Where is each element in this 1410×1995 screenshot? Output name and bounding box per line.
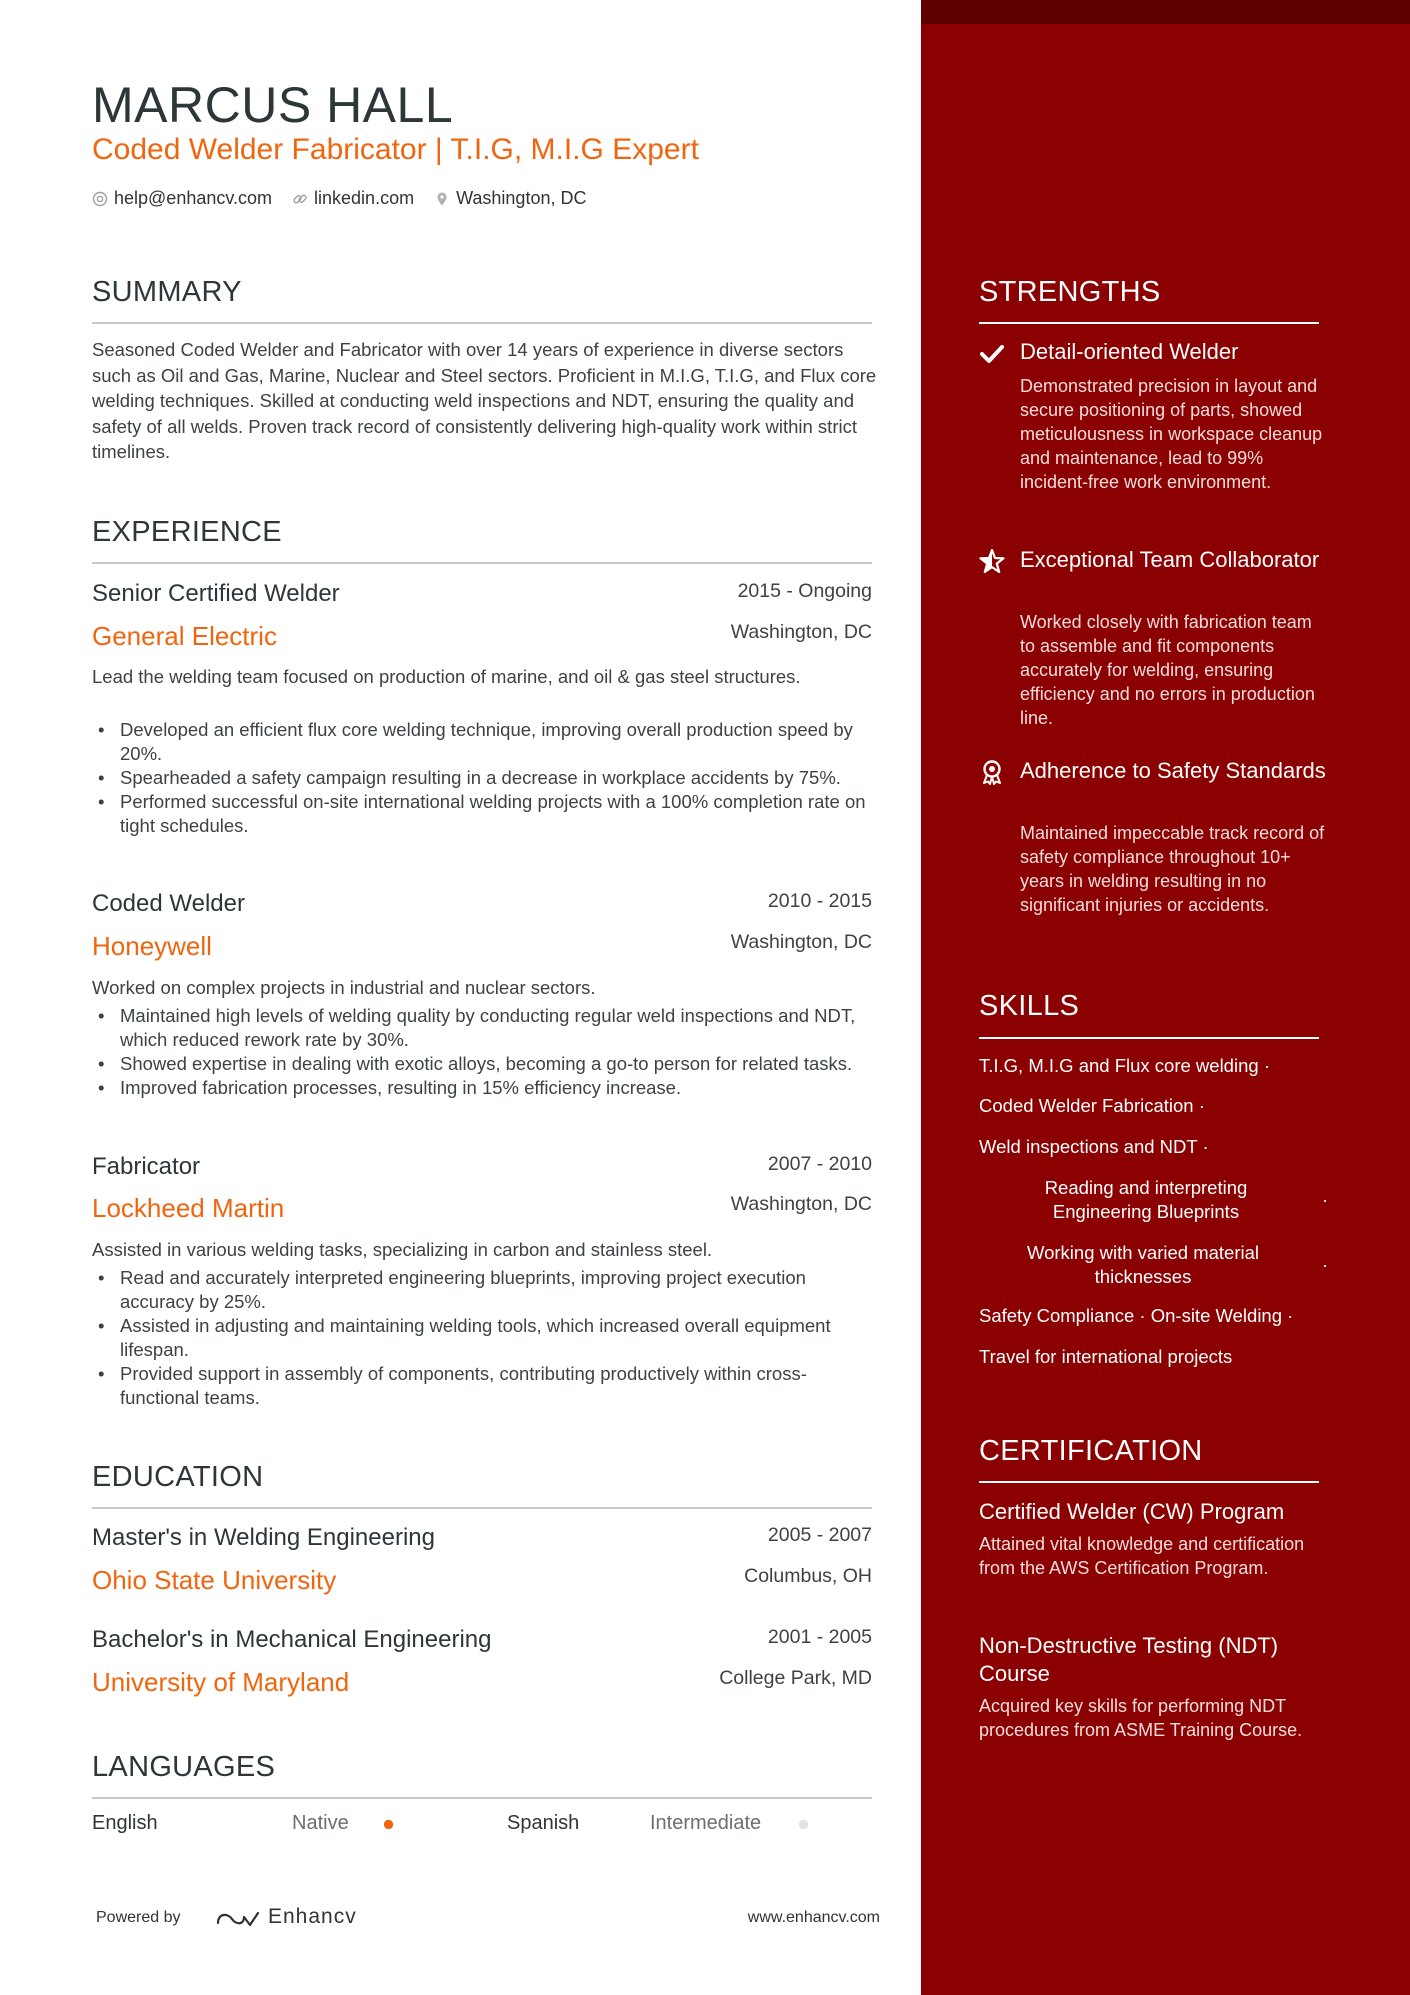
edu-school: University of Maryland — [92, 1667, 350, 1697]
footer — [96, 1905, 880, 1935]
skills-heading: SKILLS — [979, 990, 1080, 1022]
skill-separator: · — [1139, 1305, 1146, 1326]
job-bullet: • Read and accurately interpreted engineering blueprints, improving project execution accuracy by 25%. — [92, 1266, 882, 1314]
cert-title: Non-Destructive Testing (NDT) Course — [979, 1633, 1279, 1686]
job-role: Senior Certified Welder — [92, 580, 340, 607]
footer-url[interactable]: www.enhancv.com — [747, 1909, 880, 1926]
job-role: Coded Welder — [92, 890, 245, 917]
skill-label: On-site Welding — [1150, 1305, 1283, 1326]
job-dates: 2010 - 2015 — [767, 890, 872, 912]
skill-tag — [979, 1304, 1293, 1328]
language-level: Native — [292, 1812, 349, 1834]
strength-description: Worked closely with fabrication team to assemble and fit components accurately for welding, ensuring efficiency and no errors in production line. — [1020, 612, 1315, 728]
email-text: help@enhancv.com — [114, 188, 273, 208]
rating-dot-filled — [384, 1820, 393, 1829]
skill-label: Reading and interpreting Engineering Blueprints — [1044, 1177, 1248, 1222]
skill-separator: · — [1322, 1254, 1329, 1275]
linkedin-text: linkedin.com — [314, 188, 415, 208]
job-bullet: • Spearheaded a safety campaign resulting in a decrease in workplace accidents by 75%. — [92, 766, 882, 790]
rating-dot-empty — [799, 1820, 808, 1829]
languages-row — [92, 1812, 872, 1842]
strength-title: Adherence to Safety Standards — [1020, 758, 1326, 783]
skill-tag — [979, 1054, 1270, 1078]
job-bullet: • Developed an efficient flux core welding technique, improving overall production speed by 20%. — [92, 718, 882, 766]
edu-location: College Park, MD — [719, 1667, 872, 1689]
skill-separator: · — [1322, 1189, 1329, 1210]
job-location: Washington, DC — [730, 931, 872, 953]
language-level: Intermediate — [650, 1812, 762, 1834]
skill-separator: · — [1198, 1095, 1205, 1116]
job-description: Lead the welding team focused on production of marine, and oil & gas steel structures. — [92, 666, 801, 687]
star-icon — [979, 548, 1005, 574]
candidate-name: MARCUS HALL — [92, 77, 454, 133]
job-role: Fabricator — [92, 1153, 201, 1180]
edu-location: Columbus, OH — [744, 1565, 872, 1587]
job-bullet: • Assisted in adjusting and maintaining welding tools, which increased overall equipment lifespan. — [92, 1314, 882, 1362]
edu-dates: 2001 - 2005 — [767, 1626, 872, 1648]
job-bullet: • Provided support in assembly of components, contributing productively within cross-functional teams. — [92, 1362, 882, 1410]
job-dates: 2015 - Ongoing — [737, 580, 872, 602]
strength-title: Exceptional Team Collaborator — [1020, 547, 1320, 572]
checkmark-icon — [979, 341, 1005, 367]
summary-heading: SUMMARY — [92, 276, 242, 308]
contact-email[interactable] — [92, 188, 272, 209]
language-name: Spanish — [507, 1812, 580, 1834]
edu-degree: Master's in Welding Engineering — [92, 1524, 435, 1551]
edu-dates: 2005 - 2007 — [767, 1524, 872, 1546]
award-ribbon-icon — [979, 759, 1005, 785]
job-location: Washington, DC — [730, 621, 872, 643]
job-company: Lockheed Martin — [92, 1193, 285, 1223]
skill-label: Travel for international projects — [979, 1346, 1233, 1367]
job-bullets — [92, 718, 882, 838]
job-bullet: • Improved fabrication processes, resulting in 15% efficiency increase. — [92, 1076, 882, 1100]
location-text: Washington, DC — [456, 188, 587, 208]
sidebar — [921, 0, 1410, 1995]
languages-heading: LANGUAGES — [92, 1751, 276, 1783]
skill-tag — [979, 1094, 1205, 1118]
education-heading: EDUCATION — [92, 1461, 264, 1493]
skill-label: Safety Compliance — [979, 1305, 1135, 1326]
job-bullet: • Maintained high levels of welding quality by conducting regular weld inspections and NDT, which reduced rework rate by 30%. — [92, 1004, 882, 1052]
job-bullet: • Performed successful on-site international welding projects with a 100% completion rate on tight schedules. — [92, 790, 882, 838]
languages-divider — [92, 1797, 872, 1799]
job-description: Worked on complex projects in industrial and nuclear sectors. — [92, 977, 596, 998]
edu-school: Ohio State University — [92, 1565, 337, 1595]
skill-separator: · — [1202, 1136, 1209, 1157]
contact-bar — [92, 188, 586, 209]
job-dates: 2007 - 2010 — [767, 1153, 872, 1175]
skill-label: Coded Welder Fabrication — [979, 1095, 1194, 1116]
strengths-divider — [979, 322, 1319, 324]
job-bullets — [92, 1266, 882, 1410]
strength-description: Demonstrated precision in layout and secure positioning of parts, showed meticulousness in workspace cleanup and maintenance, lead to 99% incident-free work environment. — [1020, 376, 1323, 492]
education-divider — [92, 1507, 872, 1509]
location-pin-icon — [434, 191, 450, 207]
skill-label: Weld inspections and NDT — [979, 1136, 1198, 1157]
strengths-heading: STRENGTHS — [979, 276, 1161, 308]
language-name: English — [92, 1812, 158, 1834]
strength-description: Maintained impeccable track record of safety compliance throughout 10+ years in welding resulting in no significant injuries or accidents. — [1020, 823, 1325, 915]
powered-by-text: Powered by — [96, 1909, 181, 1926]
certification-heading: CERTIFICATION — [979, 1435, 1203, 1467]
enhancv-brand-text: Enhancv — [268, 1905, 357, 1928]
job-description: Assisted in various welding tasks, specializing in carbon and stainless steel. — [92, 1239, 713, 1260]
summary-divider — [92, 322, 872, 324]
sidebar-top-band — [921, 0, 1410, 24]
skills-divider — [979, 1037, 1319, 1039]
job-bullet: • Showed expertise in dealing with exotic alloys, becoming a go-to person for related tasks. — [92, 1052, 882, 1076]
skill-separator: · — [1263, 1055, 1270, 1076]
certification-divider — [979, 1481, 1319, 1483]
experience-heading: EXPERIENCE — [92, 516, 282, 548]
cert-description: Attained vital knowledge and certification from the AWS Certification Program. — [979, 1534, 1305, 1578]
contact-location — [434, 188, 586, 209]
edu-degree: Bachelor's in Mechanical Engineering — [92, 1626, 492, 1653]
experience-divider — [92, 562, 872, 564]
job-bullets — [92, 1004, 882, 1100]
link-icon — [292, 191, 308, 207]
cert-title: Certified Welder (CW) Program — [979, 1499, 1285, 1524]
skill-tag — [979, 1135, 1209, 1159]
candidate-headline: Coded Welder Fabricator | T.I.G, M.I.G Expert — [92, 133, 699, 166]
contact-linkedin[interactable] — [292, 188, 414, 209]
at-icon — [92, 191, 108, 207]
skill-separator: · — [1287, 1305, 1294, 1326]
summary-text: Seasoned Coded Welder and Fabricator with over 14 years of experience in diverse sectors such as Oil and Gas, Marine, Nuclear and Steel sectors. Proficient in M.I.G, T.I.G, and Flux core welding techniques. Skilled at conducting weld inspections and NDT, ensuring the quality and safety of all welds. Proven track record of consistently delivering high-quality work within strict timelines. — [92, 339, 877, 462]
cert-description: Acquired key skills for performing NDT procedures from ASME Training Course. — [979, 1696, 1303, 1740]
strength-title: Detail-oriented Welder — [1020, 339, 1239, 364]
enhancv-logo-icon — [214, 1907, 262, 1931]
skill-label: T.I.G, M.I.G and Flux core welding — [979, 1055, 1259, 1076]
job-location: Washington, DC — [730, 1193, 872, 1215]
job-company: Honeywell — [92, 931, 212, 961]
skill-label: Working with varied material thicknesses — [1026, 1242, 1260, 1287]
job-company: General Electric — [92, 621, 277, 651]
